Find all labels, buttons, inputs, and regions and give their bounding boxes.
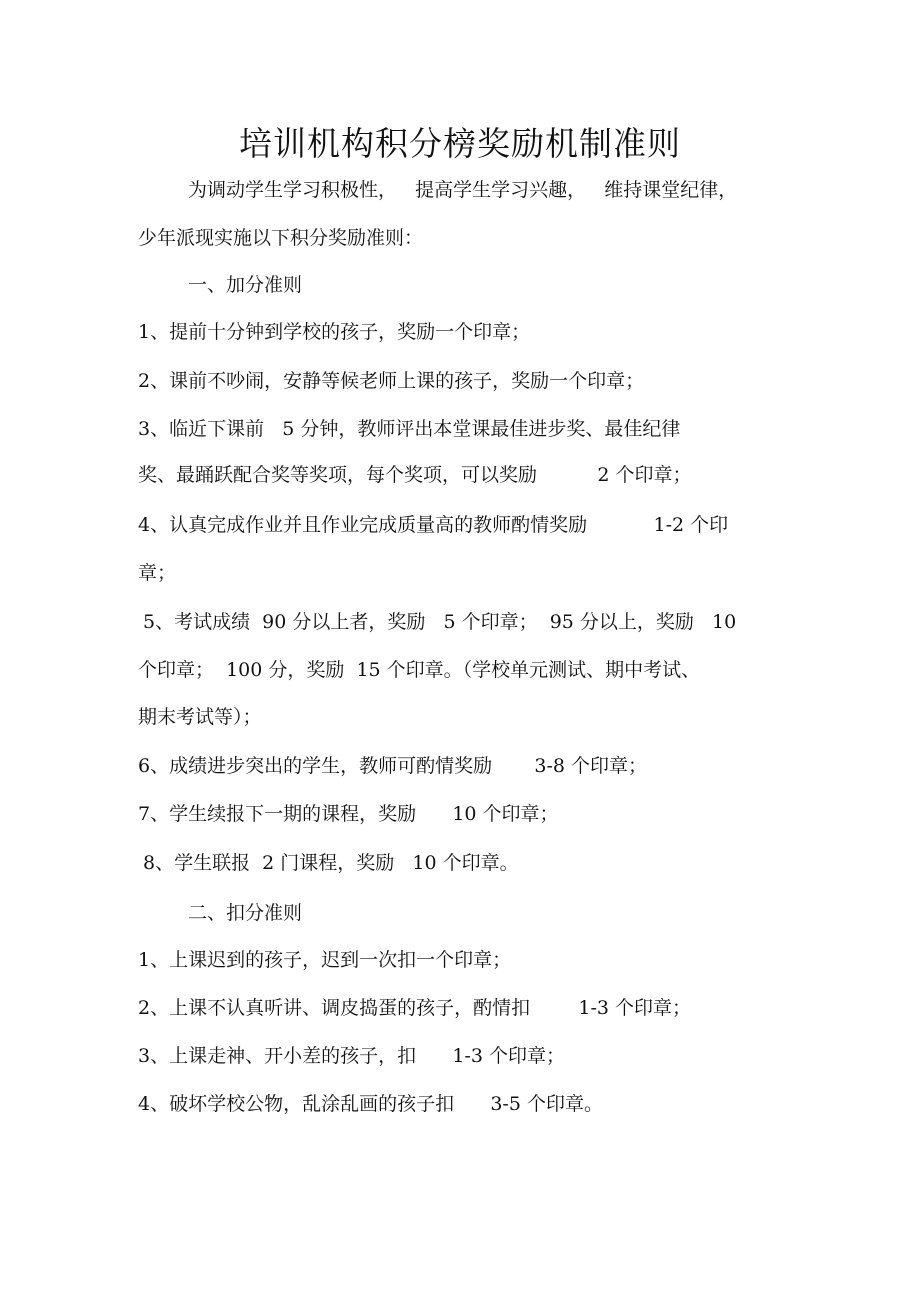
rule-line: 7、学生续报下一期的课程，奖励 10 个印章； — [138, 803, 559, 825]
rule-line: 5、考试成绩 90 分以上者，奖励 5 个印章； 95 分以上，奖励 10 — [143, 611, 737, 633]
rule-line: 奖、最踊跃配合奖等奖项，每个奖项，可以奖励 2 个印章； — [138, 464, 692, 486]
rule-line: 4、破坏学校公物，乱涂乱画的孩子扣 3-5 个印章。 — [138, 1093, 603, 1115]
rule-line: 章； — [138, 562, 177, 584]
rule-line: 4、认真完成作业并且作业完成质量高的教师酌情奖励 1-2 个印 — [138, 514, 729, 536]
intro-line: 为调动学生学习积极性， 提高学生学习兴趣， 维持课堂纪律， — [188, 179, 738, 201]
rule-line: 8、学生联报 2 门课程，奖励 10 个印章。 — [143, 852, 519, 874]
rule-line: 个印章； 100 分，奖励 15 个印章。（学校单元测试、期中考试、 — [138, 659, 701, 681]
rule-line: 期末考试等）； — [138, 706, 262, 728]
rule-line: 1、提前十分钟到学校的孩子，奖励一个印章； — [138, 321, 531, 343]
rule-line: 6、成绩进步突出的学生，教师可酌情奖励 3-8 个印章； — [138, 755, 648, 777]
intro-line: 少年派现实施以下积分奖励准则： — [138, 227, 424, 249]
document-title: 培训机构积分榜奖励机制准则 — [239, 124, 681, 163]
rule-line: 3、临近下课前 5 分钟，教师评出本堂课最佳进步奖、最佳纪律 — [138, 418, 681, 440]
rule-line: 1、上课迟到的孩子，迟到一次扣一个印章； — [138, 949, 512, 971]
rule-line: 2、课前不吵闹，安静等候老师上课的孩子，奖励一个印章； — [138, 370, 645, 392]
rule-line: 3、上课走神、开小差的孩子，扣 1-3 个印章； — [138, 1045, 565, 1067]
section-heading-penalty: 二、扣分准则 — [188, 902, 303, 924]
section-heading-bonus: 一、加分准则 — [188, 274, 303, 296]
rule-line: 2、上课不认真听讲、调皮捣蛋的孩子，酌情扣 1-3 个印章； — [138, 997, 692, 1019]
